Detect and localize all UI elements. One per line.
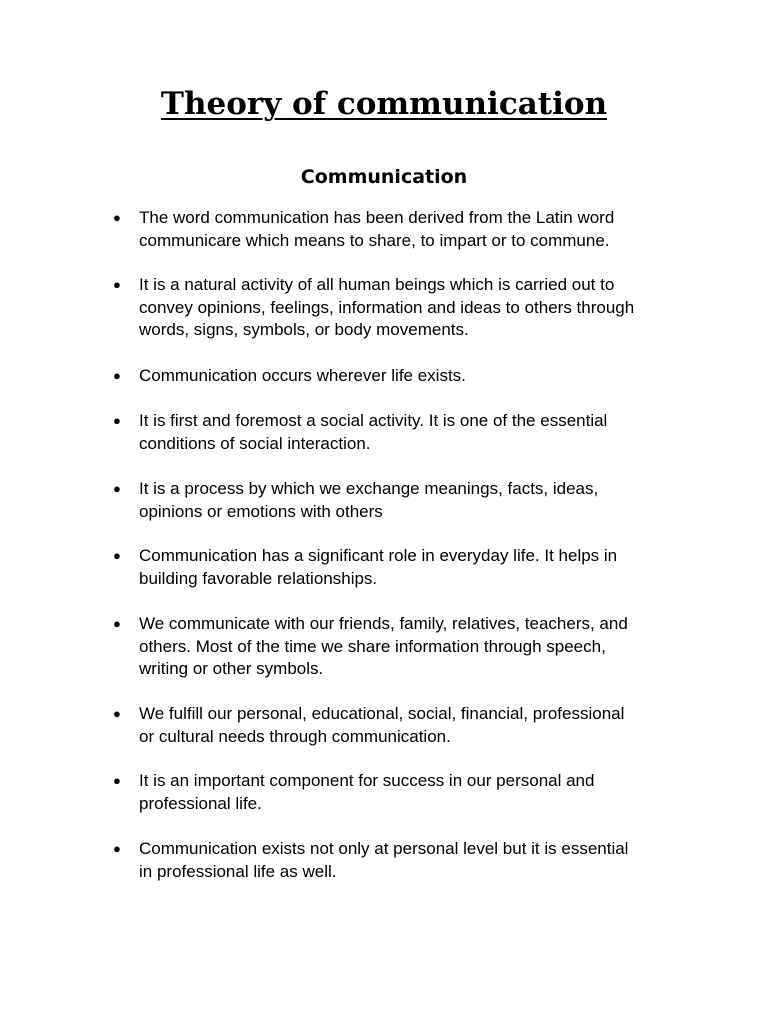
list-item: [113, 478, 673, 523]
list-item: [113, 274, 673, 342]
bullet-icon: ●: [113, 706, 121, 721]
bullet-icon: ●: [113, 210, 121, 225]
bullet-text: Communication exists not only at personal level but it is essential in professional life as well.: [139, 839, 629, 881]
list-item: [113, 838, 673, 883]
list-item: [113, 545, 673, 590]
bullet-icon: ●: [113, 548, 121, 563]
bullet-text: It is first and foremost a social activity. It is one of the essential conditions of social interaction.: [139, 411, 608, 453]
document-title: Theory of communication: [160, 86, 608, 122]
bullet-text: It is an important component for success in our personal and professional life.: [139, 771, 595, 813]
list-item: [113, 703, 673, 748]
bullet-icon: ●: [113, 616, 121, 631]
list-item: [113, 410, 673, 455]
bullet-icon: ●: [113, 481, 121, 496]
list-item: [113, 365, 673, 388]
bullet-text: Communication has a significant role in everyday life. It helps in building favorable relationships.: [139, 546, 618, 588]
bullet-icon: ●: [113, 413, 121, 428]
bullet-text: Communication occurs wherever life exists.: [139, 366, 466, 385]
bullet-text: We communicate with our friends, family, relatives, teachers, and others. Most of the time we share information through speech, writing or other symbols.: [139, 614, 628, 679]
list-item: [113, 613, 673, 681]
bullet-icon: ●: [113, 368, 121, 383]
bullet-text: It is a process by which we exchange meanings, facts, ideas, opinions or emotions with others: [139, 479, 599, 521]
bullet-icon: ●: [113, 277, 121, 292]
bullet-text: We fulfill our personal, educational, social, financial, professional or cultural needs through communication.: [139, 704, 625, 746]
list-item: [113, 207, 673, 252]
section-heading: Communication: [300, 166, 468, 188]
bullet-icon: ●: [113, 773, 121, 788]
list-item: [113, 770, 673, 815]
bullet-text: The word communication has been derived from the Latin word communicare which means to share, to impart or to commune.: [139, 208, 615, 250]
bullet-text: It is a natural activity of all human beings which is carried out to convey opinions, feelings, information and ideas to others through words, signs, symbols, or body movements.: [139, 275, 635, 340]
bullet-icon: ●: [113, 841, 121, 856]
